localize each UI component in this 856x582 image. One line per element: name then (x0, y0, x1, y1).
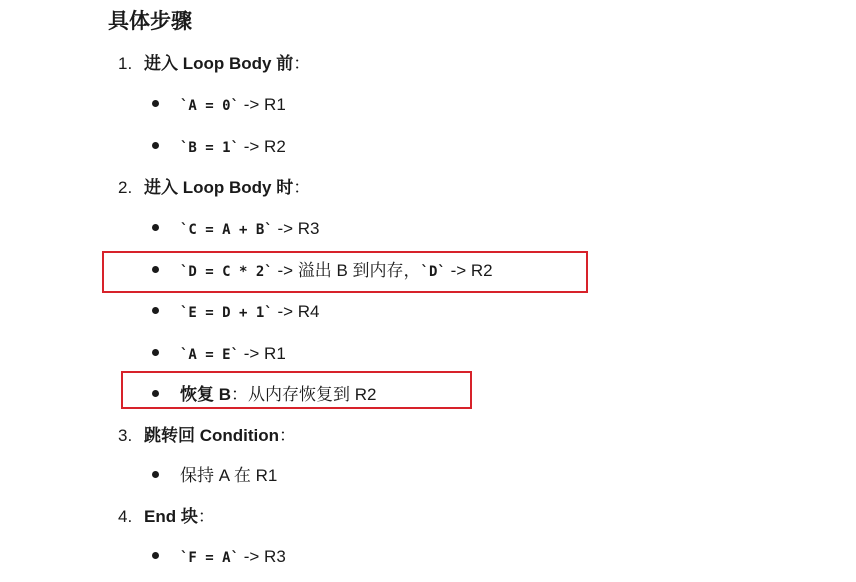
step-title: End 块 (144, 507, 198, 526)
bullet-text: -> R4 (272, 302, 320, 321)
code-snippet: `A = 0` (180, 98, 240, 114)
code-snippet: `A = E` (180, 347, 240, 363)
bullet-dot-icon (152, 471, 159, 478)
step-title: 进入 Loop Body 前 (144, 54, 294, 73)
list-item (152, 134, 286, 160)
step-suffix: ： (293, 54, 311, 73)
step-number: 2. (118, 178, 133, 197)
code-snippet: `B = 1` (180, 140, 240, 156)
bullet-text: -> R2 (239, 137, 286, 156)
step-title: 进入 Loop Body 时 (144, 178, 294, 197)
bullet-text: -> R2 (445, 261, 493, 280)
step-4 (118, 504, 215, 530)
step-title: 跳转回 Condition (144, 426, 280, 445)
step-suffix: ： (293, 178, 311, 197)
step-suffix: ： (197, 507, 215, 526)
page-title: 具体步骤 (108, 10, 192, 33)
code-snippet: `E = D + 1` (180, 305, 273, 321)
code-snippet: `C = A + B` (180, 222, 273, 238)
list-item (152, 216, 320, 242)
list-item (152, 544, 286, 570)
step-number: 3. (118, 426, 133, 445)
code-snippet: `D` (420, 264, 446, 280)
bold-label: 恢复 B (180, 385, 231, 404)
bullet-dot-icon (152, 100, 159, 107)
list-item (152, 341, 286, 367)
step-number: 4. (118, 507, 133, 526)
step-3 (118, 423, 296, 449)
code-snippet: `F = A` (180, 550, 240, 566)
code-snippet: `D = C * 2` (180, 264, 273, 280)
highlight-box-spill (102, 251, 588, 293)
highlight-box-restore (121, 371, 472, 409)
bullet-text: -> R1 (239, 344, 286, 363)
list-item (152, 299, 320, 325)
step-number: 1. (118, 54, 133, 73)
bullet-text: -> 溢出 B 到内存， (272, 261, 421, 280)
bullet-text: 保持 A 在 R1 (180, 466, 278, 485)
step-2 (118, 175, 310, 201)
step-suffix: ： (279, 426, 297, 445)
bullet-dot-icon (152, 349, 159, 356)
bullet-dot-icon (152, 142, 159, 149)
bullet-dot-icon (152, 552, 159, 559)
list-item (152, 463, 277, 489)
bullet-text: ：从内存恢复到 R2 (231, 385, 377, 404)
bullet-dot-icon (152, 307, 159, 314)
step-1 (118, 51, 310, 77)
bullet-text: -> R3 (239, 547, 286, 566)
bullet-dot-icon (152, 224, 159, 231)
bullet-text: -> R1 (239, 95, 286, 114)
list-item (152, 92, 286, 118)
bullet-text: -> R3 (272, 219, 320, 238)
